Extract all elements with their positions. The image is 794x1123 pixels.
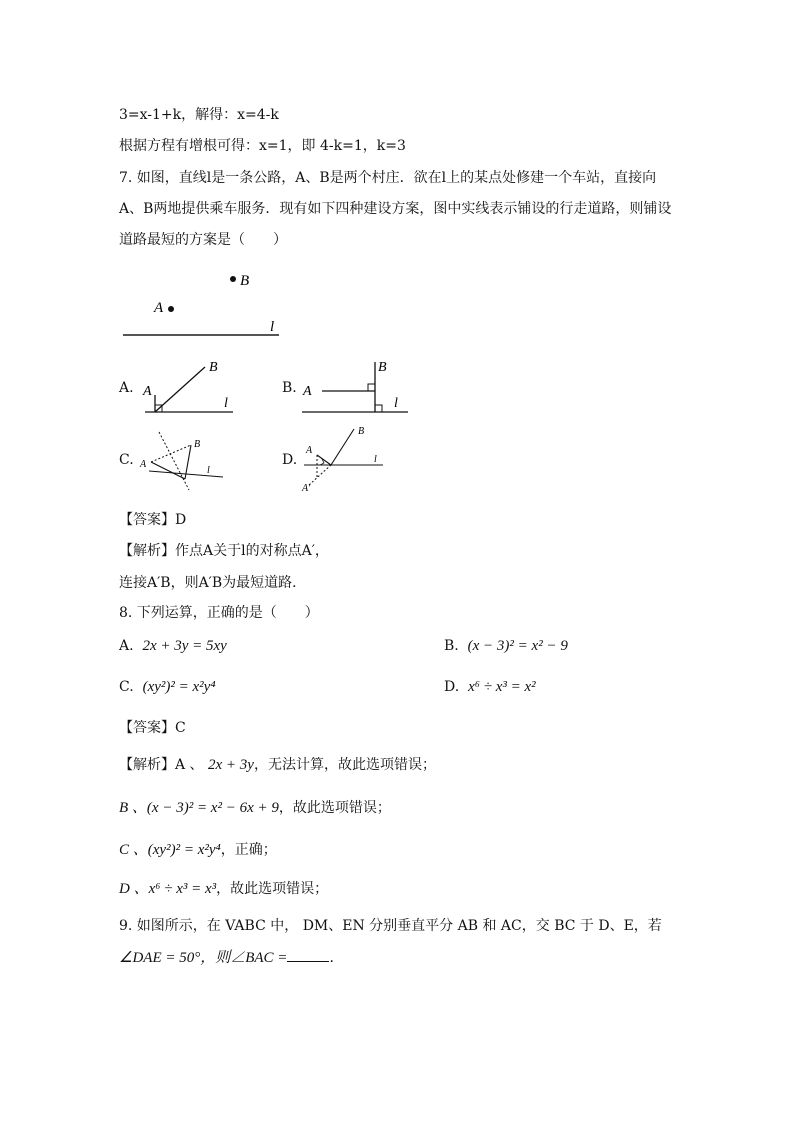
svg-text:A: A [303, 384, 312, 399]
label-A: A [154, 300, 164, 316]
option-label: B. [282, 380, 297, 396]
question-7-line2: A、B两地提供乘车服务．现有如下四种建设方案，图中实线表示铺设的行走道路，则铺设 [119, 201, 672, 217]
label-B: B [240, 273, 250, 289]
q7-main-figure [115, 262, 295, 342]
explanation-8-c: C 、(xy²)² = x²y⁴，正确； [119, 842, 277, 858]
answer-8: 【答案】C [119, 720, 186, 736]
svg-text:A′: A′ [302, 483, 311, 494]
option-label: A. [119, 380, 134, 396]
svg-text:l: l [207, 465, 210, 476]
svg-text:B: B [358, 426, 365, 437]
q7-option-d-figure [299, 423, 389, 495]
q8-option-a: A. 2x + 3y = 5xy [119, 638, 227, 654]
svg-text:A: A [140, 459, 147, 470]
q8-option-b: B. (x − 3)² = x² − 9 [444, 638, 568, 654]
svg-text:l: l [374, 454, 377, 465]
svg-text:B: B [209, 360, 218, 375]
explanation-7-line1: 【解析】作点A关于l的对称点A′， [119, 543, 329, 559]
svg-text:A: A [143, 384, 152, 399]
explanation-8-a: 【解析】A 、 2x + 3y，无法计算，故此选项错误； [119, 757, 436, 773]
q7-option-c-figure [137, 428, 237, 493]
question-9-line2: ∠DAE = 50°，则∠BAC = ． [119, 950, 344, 966]
explanation-7-line2: 连接A′B，则A′B为最短道路． [119, 575, 307, 591]
option-label: C. [119, 452, 134, 468]
text-line: 根据方程有增根可得：x=1，即 4-k=1，k=3 [119, 138, 406, 154]
question-8: 8. 下列运算，正确的是（ ） [119, 605, 319, 621]
svg-text:A: A [306, 445, 313, 456]
q8-option-d: D. x⁶ ÷ x³ = x² [444, 679, 536, 695]
answer-blank [287, 949, 329, 962]
explanation-8-d: D 、x⁶ ÷ x³ = x³，故此选项错误； [119, 881, 329, 897]
svg-text:B: B [194, 439, 201, 450]
text-line: 3=x-1+k，解得：x=4-k [119, 107, 279, 123]
svg-text:B: B [378, 360, 387, 375]
question-9-line1: 9. 如图所示，在 VABC 中， DM、EN 分别垂直平分 AB 和 AC，交 BC 于 D、E，若 [119, 918, 662, 934]
explanation-8-b: B 、(x − 3)² = x² − 6x + 9，故此选项错误； [119, 800, 391, 816]
question-7-line3: 道路最短的方案是（ ） [119, 232, 287, 248]
option-label: D. [282, 452, 298, 468]
svg-text:l: l [394, 396, 398, 411]
q8-option-c: C. (xy²)² = x²y⁴ [119, 679, 216, 695]
svg-text:l: l [224, 396, 228, 411]
q7-option-a-figure [138, 357, 238, 419]
question-7-line1: 7. 如图，直线l是一条公路，A、B是两个村庄．欲在l上的某点处修建一个车站，直接向 [119, 170, 657, 186]
q7-option-b-figure [298, 357, 413, 419]
label-l: l [270, 319, 275, 335]
answer-7: 【答案】D [119, 512, 187, 528]
